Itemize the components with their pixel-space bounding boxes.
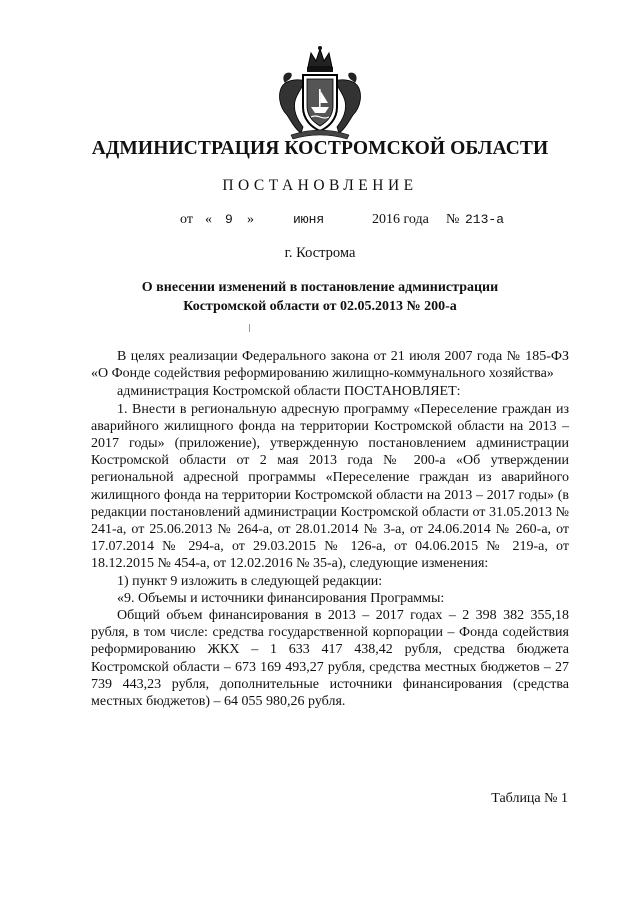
item-1-paragraph: 1. Внести в региональную адресную программу «Переселение граждан из аварийного жилищного фонда на территории Костромской области на 2013 – 2017 годы» (приложение), утвержденную постановлением администрации Костромской области от 2 мая 2013 года № 200-а «Об утверждении региональной адресной программы «Переселение граждан из аварийного жилищного фонда на территории Костромской области на 2013 – 2017 годы» (в редакции постановлений администрации Костромской области от 31.05.2013 № 241-а, от 25.06.2013 № 264-а, от 28.01.2014 № 3-а, от 24.06.2014 № 260-а, от 17.07.2014 № 294-а, от 29.03.2015 № 126-а, от 04.06.2015 № 219-а, от 18.12.2015 № 454-а, от 12.02.2016 № 35-а), следующие изменения: (91, 401, 569, 572)
date-close-quote: » (247, 212, 254, 227)
subject-line-2: Костромской области от 02.05.2013 № 200-а (183, 299, 457, 314)
date-month: июня (293, 212, 325, 227)
subject-line-1: О внесении изменений в постановление администрации (141, 280, 499, 295)
date-year: 2016 года (372, 212, 429, 227)
date-open-quote: « (205, 212, 212, 227)
organization-title: АДМИНИСТРАЦИЯ КОСТРОМСКОЙ ОБЛАСТИ (91, 138, 549, 159)
document-number: 213-а (465, 212, 505, 227)
date-prefix: от (180, 212, 193, 227)
number-sign: № (446, 212, 460, 227)
resolves-paragraph: администрация Костромской области ПОСТАНОВЛЯЕТ: (117, 384, 461, 400)
financing-paragraph: Общий объем финансирования в 2013 – 2017 годах – 2 398 382 355,18 рубля, в том числе: средства государственной корпорации – Фонда содействия реформированию ЖКХ – 1 633 417 438,42 рубля, средства бюджета Костромской области – 673 169 493,27 рубля, средства местных бюджетов – 27 739 443,23 рубля, дополнительные источники финансирования (средства местных бюджетов) – 64 055 980,26 рубля. (91, 608, 569, 710)
kostroma-coat-of-arms-icon (273, 45, 367, 141)
document-body (91, 348, 569, 710)
document-type: ПОСТАНОВЛЕНИЕ (222, 177, 418, 194)
city-line: г. Кострома (284, 245, 356, 261)
subitem-1-paragraph: 1) пункт 9 изложить в следующей редакции: (117, 573, 383, 589)
table-label: Таблица № 1 (491, 791, 568, 806)
date-day: 9 (225, 212, 233, 227)
quote-heading-paragraph: «9. Объемы и источники финансирования Программы: (117, 590, 445, 606)
preamble-paragraph: В целях реализации Федерального закона от 21 июля 2007 года № 185-ФЗ «О Фонде содействия реформированию жилищно-коммунального хозяйства» (91, 349, 569, 382)
scan-mark (249, 324, 250, 332)
document-subject (0, 278, 640, 316)
